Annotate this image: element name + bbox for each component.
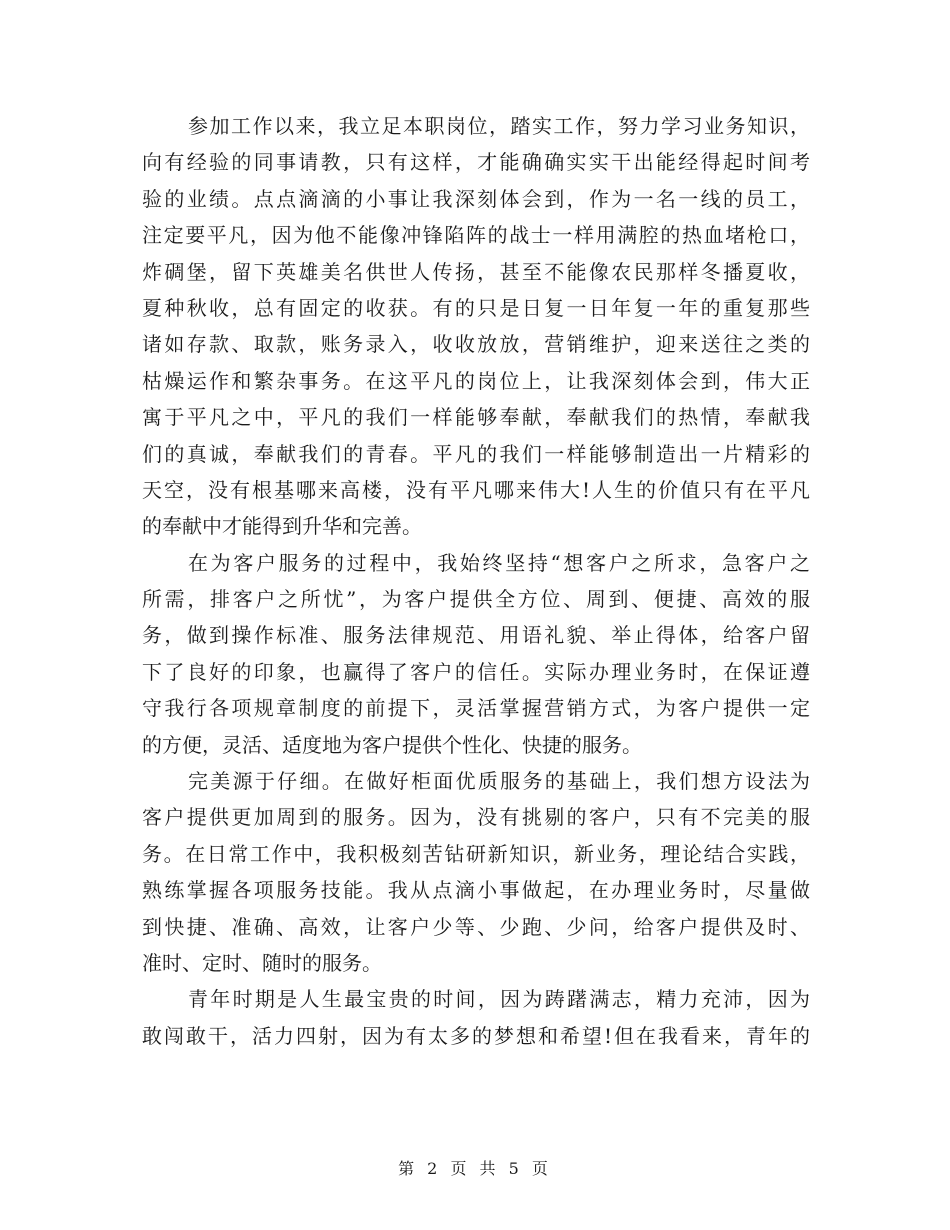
text-line: 务。在日常工作中，我积极刻苦钻研新知识，新业务，理论结合实践，	[142, 841, 810, 866]
paragraph-1	[142, 108, 810, 545]
text-line: 天空，没有根基哪来高楼，没有平凡哪来伟大!人生的价值只有在平凡	[142, 477, 810, 502]
text-line: 下了良好的印象，也赢得了客户的信任。实际办理业务时，在保证遵	[142, 659, 810, 684]
text-line: 参加工作以来，我立足本职岗位，踏实工作，努力学习业务知识，	[188, 114, 810, 138]
paragraph-2	[142, 545, 810, 763]
text-line: 敢闯敢干，活力四射，因为有太多的梦想和希望!但在我看来，青年的	[142, 1023, 810, 1048]
text-line: 诸如存款、取款，账务录入，收收放放，营销维护，迎来送往之类的	[142, 332, 810, 357]
text-line: 向有经验的同事请教，只有这样，才能确确实实干出能经得起时间考	[142, 150, 810, 175]
text-line: 所需，排客户之所忧”，为客户提供全方位、周到、便捷、高效的服	[142, 587, 810, 612]
text-line: 熟练掌握各项服务技能。我从点滴小事做起，在办理业务时，尽量做	[142, 878, 810, 903]
text-line: 务，做到操作标准、服务法律规范、用语礼貌、举止得体，给客户留	[142, 623, 810, 648]
document-body	[142, 108, 810, 1054]
text-line: 验的业绩。点点滴滴的小事让我深刻体会到，作为一名一线的员工，	[142, 186, 810, 211]
text-line: 客户提供更加周到的服务。因为，没有挑剔的客户，只有不完美的服	[142, 805, 810, 830]
text-line: 完美源于仔细。在做好柜面优质服务的基础上，我们想方设法为	[188, 769, 810, 794]
paragraph-3	[142, 763, 810, 981]
page-footer: 第 2 页 共 5 页	[398, 1159, 552, 1178]
text-line: 枯燥运作和繁杂事务。在这平凡的岗位上，让我深刻体会到，伟大正	[142, 368, 810, 393]
text-line: 准时、定时、随时的服务。	[142, 950, 382, 975]
text-line: 寓于平凡之中，平凡的我们一样能够奉献，奉献我们的热情，奉献我	[142, 405, 810, 430]
paragraph-4	[142, 981, 810, 1054]
text-line: 的方便，灵活、适度地为客户提供个性化、快捷的服务。	[142, 732, 642, 757]
text-line: 的奉献中才能得到升华和完善。	[142, 514, 422, 539]
text-line: 守我行各项规章制度的前提下，灵活掌握营销方式，为客户提供一定	[142, 696, 810, 721]
text-line: 到快捷、准确、高效，让客户少等、少跑、少问，给客户提供及时、	[142, 914, 810, 939]
text-line: 们的真诚，奉献我们的青春。平凡的我们一样能够制造出一片精彩的	[142, 441, 810, 466]
text-line: 注定要平凡，因为他不能像冲锋陷阵的战士一样用满腔的热血堵枪口，	[142, 223, 810, 248]
text-line: 在为客户服务的过程中，我始终坚持“想客户之所求，急客户之	[188, 550, 810, 575]
text-line: 炸碉堡，留下英雄美名供世人传扬，甚至不能像农民那样冬播夏收，	[142, 259, 810, 284]
text-line: 青年时期是人生最宝贵的时间，因为踌躇满志，精力充沛，因为	[188, 987, 810, 1012]
text-line: 夏种秋收，总有固定的收获。有的只是日复一日年复一年的重复那些	[142, 295, 810, 320]
